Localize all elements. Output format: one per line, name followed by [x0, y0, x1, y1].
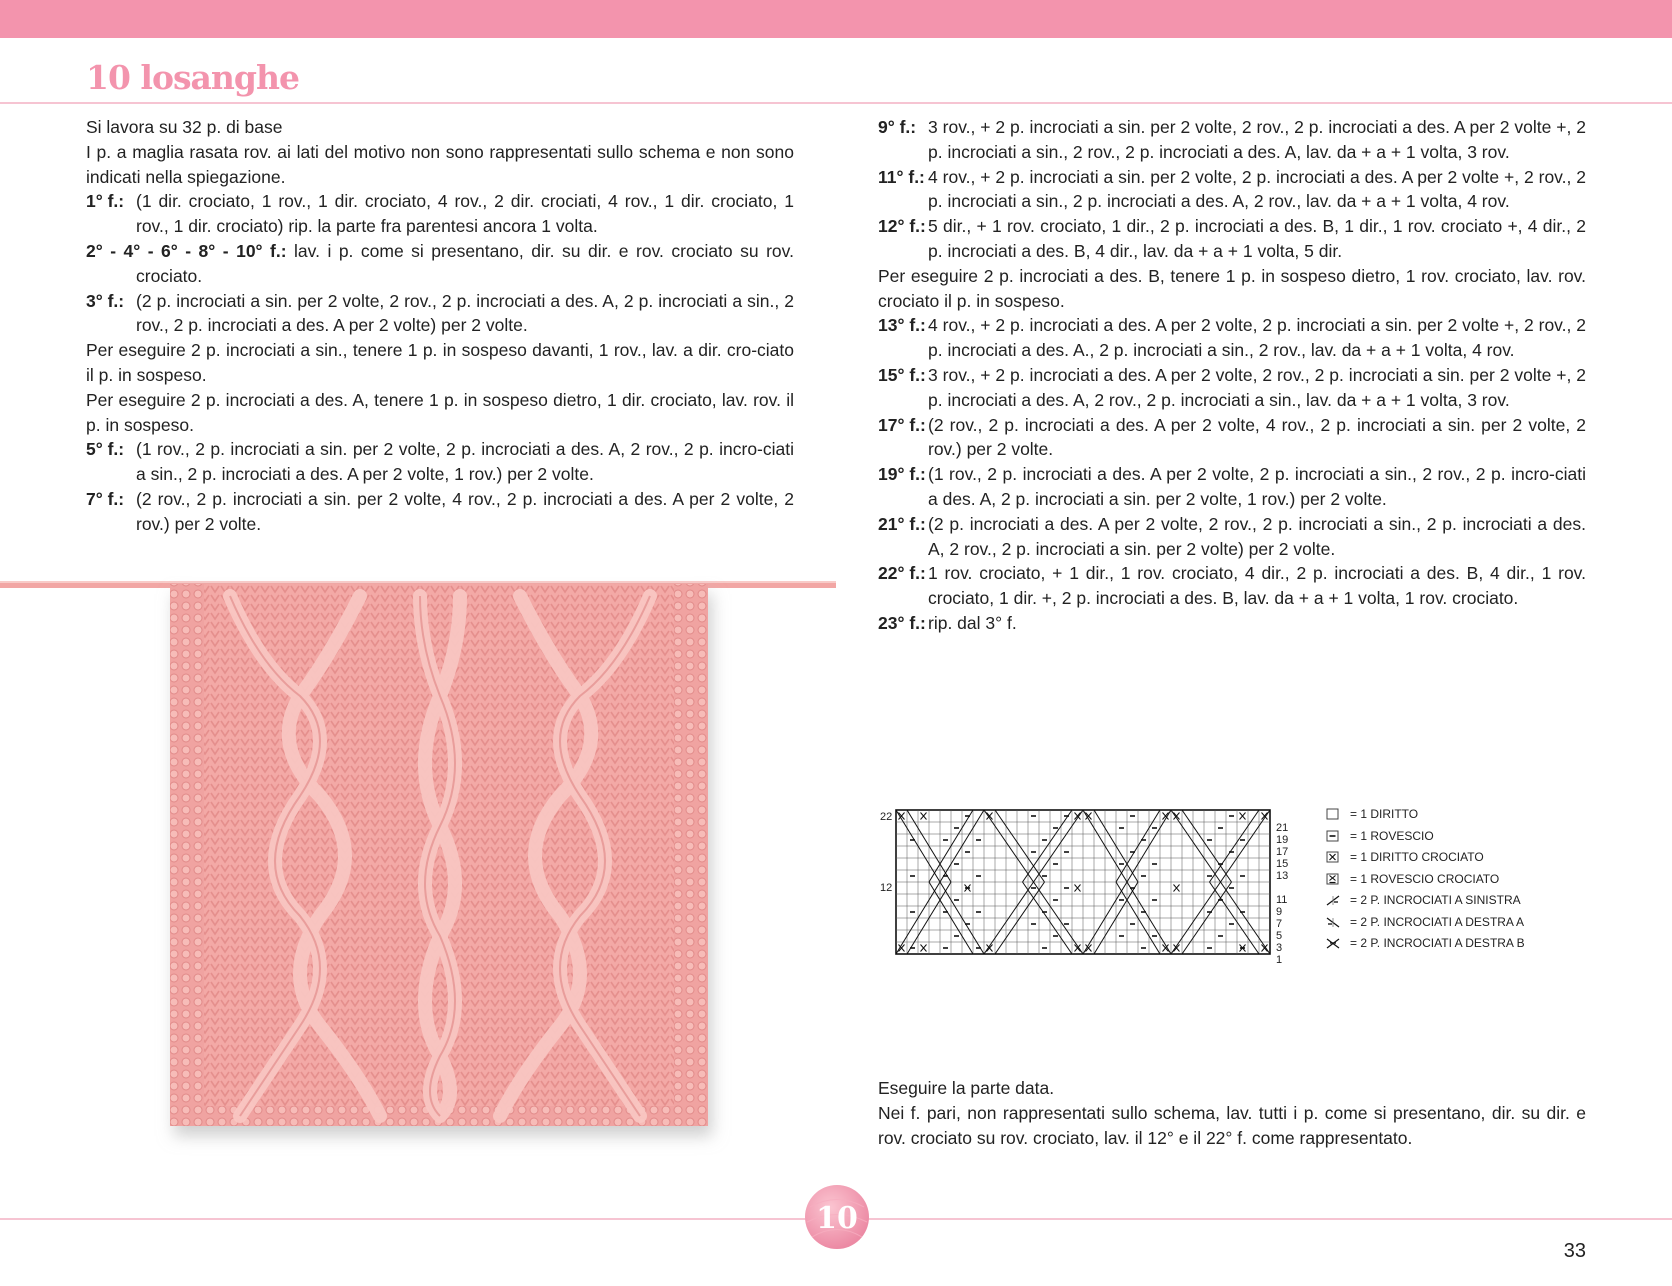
row-text: (1 rov., 2 p. incrociati a sin. per 2 volte, 2 p. incrociati a des. A, 2 rov., 2 p. incro-ciati a sin., 2 p. incrociati a des. A per 2 volte, 1 rov.) per 2 volte. — [136, 439, 794, 485]
chart-notes — [878, 1076, 1586, 1150]
intro-line-1: Si lavora su 32 p. di base — [86, 117, 283, 137]
row-text: 5 dir., + 1 rov. crociato, 1 dir., 2 p. incrociati a des. B, 1 dir., 1 rov. crociato +, 4 dir., 2 p. incrociati a des. B, 4 dir., lav. da + a + 1 volta, 5 dir. — [928, 216, 1586, 261]
note-line: Eseguire la parte data. — [878, 1078, 1055, 1098]
badge-number: 10 — [816, 1201, 858, 1236]
legend-label: = 1 DIRITTO CROCIATO — [1350, 850, 1484, 864]
legend-item — [1326, 847, 1525, 869]
row-label: 17° f.: — [878, 414, 926, 435]
row-text: (2 p. incrociati a des. A per 2 volte, 2 rov., 2 p. incrociati a sin., 2 p. incrociati a des. A, 2 rov., 2 p. incrociati a sin. per 2 volte) per 2 volte. — [928, 513, 1586, 559]
row-instruction — [86, 289, 794, 339]
chart-legend — [1326, 804, 1525, 955]
row-label: 9° f.: — [878, 117, 917, 137]
legend-item — [1326, 869, 1525, 891]
legend-label: = 1 ROVESCIO — [1350, 828, 1434, 843]
legend-item — [1326, 804, 1525, 826]
chart-row-label: 17 — [1276, 846, 1289, 858]
chart-row-label: 21 — [1276, 822, 1289, 834]
twisted-purl-icon — [1326, 873, 1340, 886]
legend-label: = 1 ROVESCIO CROCIATO — [1350, 871, 1500, 886]
row-instruction — [878, 214, 1586, 264]
chart-row-label: 19 — [1276, 834, 1289, 846]
row-instruction — [878, 611, 1586, 636]
row-text: 4 rov., + 2 p. incrociati a sin. per 2 volte, 2 p. incrociati a des. A per 2 volte +, 2 rov., 2 p. incrociati a sin., 2 p. incrociati a des. A, 2 rov., lav. da + a + 1 volta, 4 rov. — [928, 166, 1586, 212]
row-label: 2° - 4° - 6° - 8° - 10° f.: — [86, 240, 287, 261]
chart-row-label: 5 — [1276, 930, 1283, 942]
row-label: 7° f.: — [86, 488, 125, 509]
row-text: (2 rov., 2 p. incrociati a des. A per 2 volte, 4 rov., 2 p. incrociati a sin. per 2 volte, 2 rov.) per 2 volte. — [928, 414, 1586, 460]
left-column — [86, 115, 794, 537]
row-text: rip. dal 3° f. — [928, 612, 1017, 633]
row-text: 3 rov., + 2 p. incrociati a des. A per 2 volte, 2 rov., 2 p. incrociati a sin. per 2 volte +, 2 p. incrociati a des. A, 2 rov., 2 p. incrociati a sin., lav. da + a + 1 volta, 3 rov. — [928, 364, 1586, 410]
row-label: 23° f.: — [878, 612, 926, 633]
row-label: 19° f.: — [878, 464, 926, 485]
cross-right-a-icon — [1326, 916, 1340, 929]
row-instruction — [878, 512, 1586, 562]
purl-stitch-icon — [1326, 830, 1340, 843]
row-instruction — [878, 462, 1586, 512]
chart-row-label: 1 — [1276, 954, 1283, 966]
chart-row-label: 13 — [1276, 870, 1289, 882]
legend-item — [1326, 890, 1525, 912]
knit-stitch-icon — [1326, 808, 1340, 821]
row-label: 13° f.: — [878, 315, 926, 336]
chart-row-label: 12 — [880, 882, 893, 894]
row-instruction — [878, 413, 1586, 463]
row-label: 1° f.: — [86, 191, 125, 212]
row-instruction — [86, 487, 794, 537]
row-text: (1 dir. crociato, 1 rov., 1 dir. crociato, 4 rov., 2 dir. crociati, 4 rov., 1 dir. crociato, 1 rov., 1 dir. crociato) rip. la parte fra parentesi ancora 1 volta. — [136, 191, 794, 237]
row-instruction — [878, 363, 1586, 413]
chart-row-label: 7 — [1276, 918, 1283, 930]
row-instruction — [878, 165, 1586, 215]
legend-label: = 2 P. INCROCIATI A SINISTRA — [1350, 893, 1521, 907]
row-text: 1 rov. crociato, + 1 dir., 1 rov. crociato, 4 dir., 2 p. incrociati a des. B, 4 dir., 1 rov. crociato, 1 dir. +, 2 p. incrociati a des. B, lav. da + a + 1 volta, 1 rov. crociato. — [928, 563, 1586, 609]
legend-item — [1326, 912, 1525, 934]
row-label: 5° f.: — [86, 439, 125, 460]
row-label: 15° f.: — [878, 364, 926, 385]
technique-note: Per eseguire 2 p. incrociati a des. A, tenere 1 p. in sospeso dietro, 1 dir. crociato, lav. rov. il p. in sospeso. — [86, 389, 794, 435]
chart-row-label: 15 — [1276, 858, 1289, 870]
row-label: 3° f.: — [86, 290, 125, 311]
page-number: 33 — [1563, 1240, 1586, 1262]
chart-grid — [896, 810, 1270, 954]
row-label: 11° f.: — [878, 166, 925, 187]
row-label: 21° f.: — [878, 513, 926, 534]
cross-right-b-icon — [1326, 937, 1340, 950]
row-label: 22° f.: — [878, 563, 926, 584]
technique-note: Per eseguire 2 p. incrociati a des. B, tenere 1 p. in sospeso dietro, 1 rov. crociato, lav. rov. crociato il p. in sospeso. — [878, 265, 1586, 311]
row-instruction — [878, 313, 1586, 363]
row-instruction — [86, 239, 794, 289]
row-text: 3 rov., + 2 p. incrociati a sin. per 2 volte, 2 rov., 2 p. incrociati a des. A per 2 volte +, 2 p. incrociati a sin., 2 rov., 2 p. incrociati a des. A, lav. da + a + 1 volta, 3 rov. — [928, 117, 1586, 162]
chart-row-label: 3 — [1276, 942, 1283, 954]
legend-label: = 2 P. INCROCIATI A DESTRA B — [1350, 936, 1525, 950]
twisted-knit-icon — [1326, 851, 1340, 864]
legend-label: = 1 DIRITTO — [1350, 807, 1419, 821]
row-text: (2 rov., 2 p. incrociati a sin. per 2 volte, 4 rov., 2 p. incrociati a des. A per 2 volte, 2 rov.) per 2 volte. — [136, 488, 794, 534]
top-pink-band — [0, 0, 1672, 38]
right-column — [878, 115, 1586, 636]
knit-swatch-photo — [0, 576, 836, 1156]
row-instruction — [878, 115, 1586, 165]
legend-item — [1326, 933, 1525, 955]
pattern-number-badge — [802, 1182, 872, 1252]
row-text: (2 p. incrociati a sin. per 2 volte, 2 rov., 2 p. incrociati a des. A, 2 p. incrociati a sin., 2 rov., 2 p. incrociati a des. A per 2 volte) per 2 volte. — [136, 290, 794, 336]
page-title: 10 losanghe — [86, 58, 299, 97]
chart-row-label: 9 — [1276, 906, 1283, 918]
intro-line-2: I p. a maglia rasata rov. ai lati del motivo non sono rappresentati sullo schema e non sono indicati nella spiegazione. — [86, 141, 794, 187]
row-instruction — [86, 189, 794, 239]
chart-row-label: 22 — [880, 811, 893, 823]
legend-item — [1326, 826, 1525, 848]
legend-label: = 2 P. INCROCIATI A DESTRA A — [1350, 914, 1524, 929]
row-text: lav. i p. come si presentano, dir. su dir. e rov. crociato su rov. crociato. — [136, 240, 794, 286]
technique-note: Per eseguire 2 p. incrociati a sin., tenere 1 p. in sospeso davanti, 1 rov., lav. a dir. cro-ciato il p. in sospeso. — [86, 340, 794, 385]
cross-left-icon — [1326, 894, 1340, 907]
title-rule — [0, 102, 1672, 104]
row-text: 4 rov., + 2 p. incrociati a des. A per 2 volte, 2 p. incrociati a sin. per 2 volte +, 2 rov., 2 p. incrociati a des. A., 2 p. incrociati a sin., 2 rov., lav. da + a + 1 volta, 4 rov. — [928, 315, 1586, 361]
row-instruction — [878, 561, 1586, 611]
note-line: Nei f. pari, non rappresentati sullo schema, lav. tutti i p. come si presentano, dir. su dir. e rov. crociato su rov. crociato, lav. il 12° e il 22° f. come rappresentato. — [878, 1102, 1586, 1148]
row-instruction — [86, 437, 794, 487]
knitting-chart — [878, 806, 1308, 968]
chart-row-label: 11 — [1276, 894, 1288, 906]
row-label: 12° f.: — [878, 216, 926, 237]
row-text: (1 rov., 2 p. incrociati a des. A per 2 volte, 2 p. incrociati a sin., 2 rov., 2 p. incro-ciati a des. A, 2 p. incrociati a sin. per 2 volte, 1 rov.) per 2 volte. — [928, 464, 1586, 509]
